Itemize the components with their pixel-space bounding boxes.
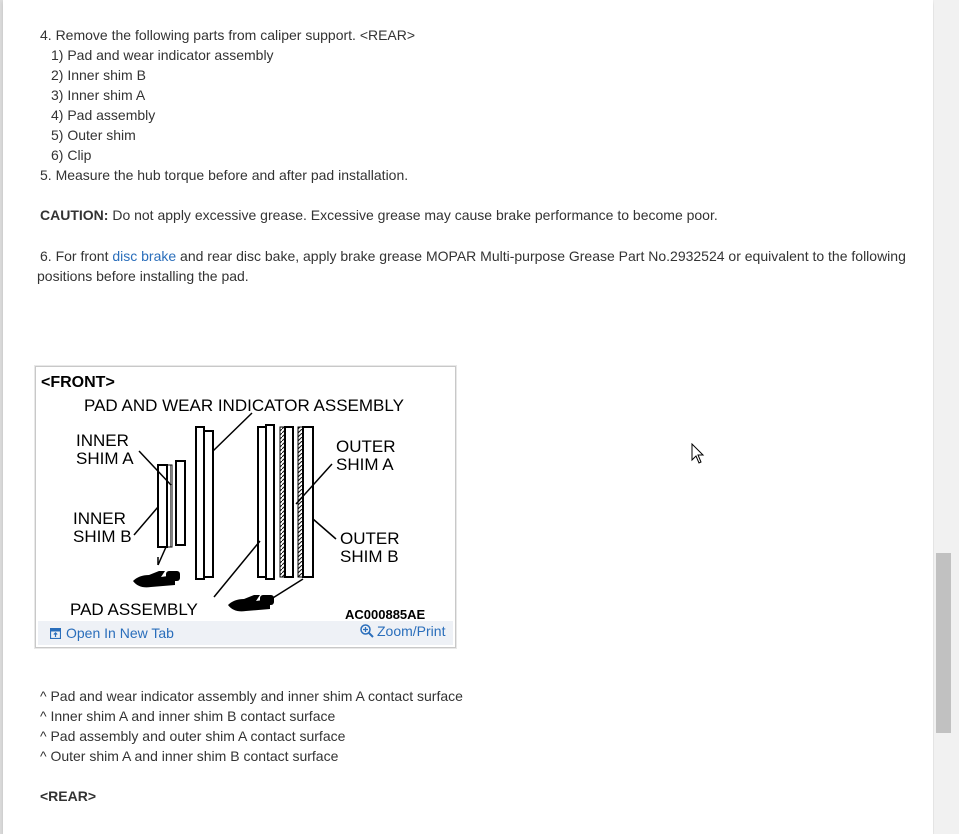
part-item: 6) Clip [51, 147, 92, 163]
label-inner-shim-a-2: SHIM A [76, 449, 134, 468]
caution-label: CAUTION: [40, 207, 109, 223]
caution-text: Do not apply excessive grease. Excessive grease may cause brake performance to become poor. [108, 207, 718, 223]
part-item: 1) Pad and wear indicator assembly [51, 47, 274, 63]
scrollbar-thumb[interactable] [936, 553, 951, 733]
part-item: 4) Pad assembly [51, 107, 156, 123]
label-pad-wear: PAD AND WEAR INDICATOR ASSEMBLY [84, 396, 404, 415]
step-6-prefix: 6. For front [40, 248, 113, 264]
figure-toolbar [38, 621, 453, 645]
open-in-new-tab-label: Open In New Tab [66, 625, 174, 641]
label-outer-shim-b-1: OUTER [340, 529, 400, 548]
contact-surface-item: ^ Pad and wear indicator assembly and inner shim A contact surface [40, 688, 463, 704]
disc-brake-link[interactable]: disc brake [112, 248, 177, 264]
label-outer-shim-a-2: SHIM A [336, 455, 394, 474]
step-6-line-2: positions before installing the pad. [37, 268, 249, 284]
label-outer-shim-b-2: SHIM B [340, 547, 399, 566]
label-pad-assembly: PAD ASSEMBLY [70, 600, 198, 619]
label-inner-shim-b-1: INNER [73, 509, 126, 528]
contact-surface-item: ^ Inner shim A and inner shim B contact surface [40, 708, 336, 724]
step-5-text: 5. Measure the hub torque before and after pad installation. [40, 167, 409, 183]
rear-heading: <REAR> [40, 788, 97, 804]
contact-surface-item: ^ Outer shim A and inner shim B contact surface [40, 748, 339, 764]
zoom-print-label: Zoom/Print [377, 623, 446, 639]
part-item: 2) Inner shim B [51, 67, 146, 83]
caution-line [40, 205, 718, 225]
label-inner-shim-b-2: SHIM B [73, 527, 132, 546]
brake-pad-diagram[interactable] [38, 369, 453, 621]
open-in-new-tab-link[interactable] [50, 625, 174, 641]
open-new-tab-icon [50, 628, 61, 639]
step-4-text: 4. Remove the following parts from caliper support. <REAR> [40, 27, 416, 43]
mouse-cursor-icon [691, 443, 705, 465]
part-item: 3) Inner shim A [51, 87, 146, 103]
zoom-print-link[interactable] [360, 623, 445, 639]
figure-front-header: <FRONT> [41, 374, 115, 391]
part-item: 5) Outer shim [51, 127, 136, 143]
figure-front-pad [35, 366, 456, 648]
step-6-suffix: and rear disc bake, apply brake grease MOPAR Multi-purpose Grease Part No.2932524 or equivalent to the following [176, 248, 906, 264]
contact-surface-item: ^ Pad assembly and outer shim A contact surface [40, 728, 346, 744]
label-outer-shim-a-1: OUTER [336, 437, 396, 456]
label-inner-shim-a-1: INNER [76, 431, 129, 450]
figure-code: AC000885AE [345, 607, 426, 621]
zoom-in-icon [360, 624, 374, 638]
step-6-line-1 [40, 246, 906, 266]
